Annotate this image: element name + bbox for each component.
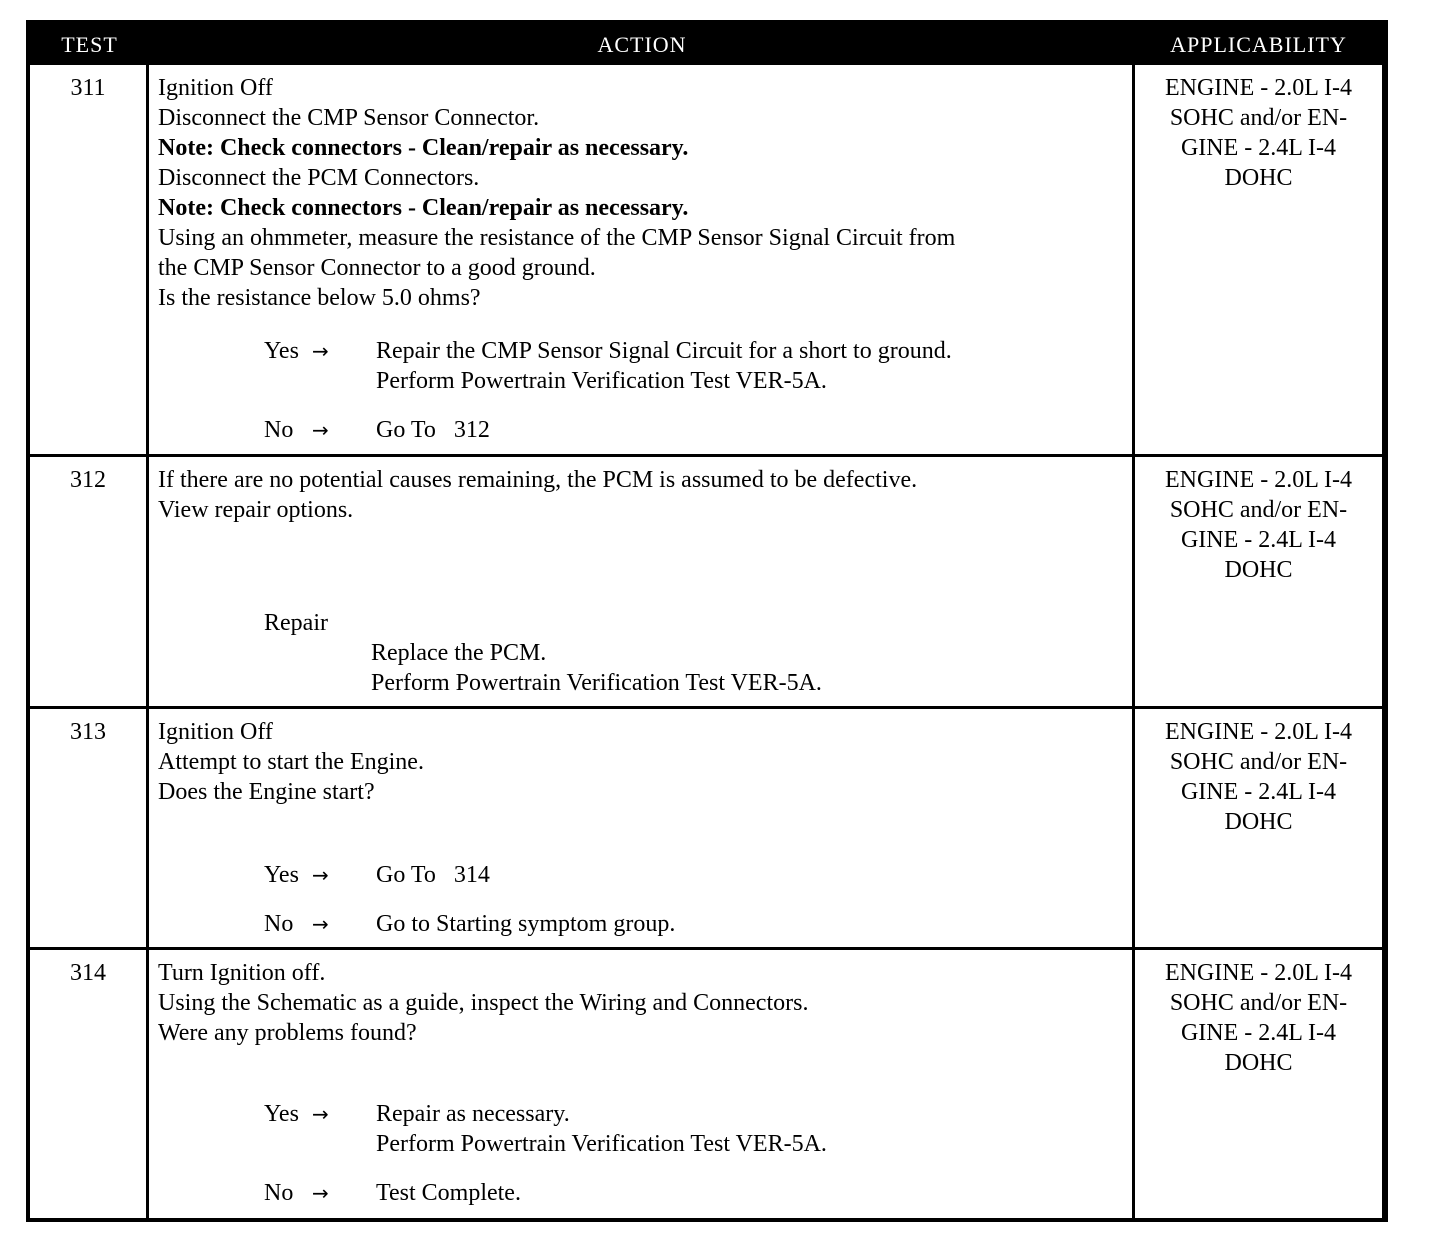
- applicability-line: ENGINE - 2.0L I-4: [1164, 75, 1353, 101]
- applicability-line: ENGINE - 2.0L I-4: [1164, 960, 1353, 986]
- applicability-cell: [1135, 709, 1382, 950]
- result-line: Test Complete.: [376, 1180, 521, 1206]
- action-cell: [149, 709, 1135, 950]
- header-applicability: APPLICABILITY: [1135, 24, 1382, 65]
- action-line: the CMP Sensor Connector to a good ground.: [158, 255, 596, 281]
- arrow-icon: →: [312, 1181, 329, 1205]
- repair-block: [264, 608, 822, 698]
- repair-label: Repair: [264, 610, 328, 636]
- arrow-icon: →: [312, 912, 329, 936]
- applicability-line: DOHC: [1224, 809, 1293, 835]
- action-line: Is the resistance below 5.0 ohms?: [158, 285, 481, 311]
- action-cell: [149, 457, 1135, 709]
- test-number-text: 312: [70, 467, 106, 493]
- yes-choice: [264, 1099, 827, 1159]
- applicability-cell: [1135, 950, 1382, 1218]
- applicability-line: DOHC: [1224, 557, 1293, 583]
- choices: [264, 1099, 827, 1208]
- no-label: No: [264, 1180, 294, 1206]
- arrow-icon: →: [312, 418, 329, 442]
- action-line: Ignition Off: [158, 75, 273, 101]
- action-line: Turn Ignition off.: [158, 960, 326, 986]
- applicability-cell: [1135, 65, 1382, 457]
- arrow-icon: →: [312, 863, 329, 887]
- header-test: TEST: [30, 24, 149, 65]
- action-line: Using the Schematic as a guide, inspect the Wiring and Connectors.: [158, 990, 809, 1016]
- action-line: Ignition Off: [158, 719, 273, 745]
- applicability-line: GINE - 2.4L I-4: [1180, 527, 1337, 553]
- action-line: View repair options.: [158, 497, 354, 523]
- no-result: [376, 909, 675, 939]
- test-number: [30, 709, 149, 950]
- action-line: If there are no potential causes remaining, the PCM is assumed to be defective.: [158, 467, 918, 493]
- result-line: Perform Powertrain Verification Test VER-5A.: [376, 1131, 827, 1157]
- applicability-line: GINE - 2.4L I-4: [1180, 135, 1337, 161]
- action-line: Using an ohmmeter, measure the resistance of the CMP Sensor Signal Circuit from: [158, 225, 956, 251]
- result-line: Repair as necessary.: [376, 1101, 570, 1127]
- action-line: Does the Engine start?: [158, 779, 375, 805]
- applicability-line: SOHC and/or EN-: [1169, 105, 1348, 131]
- no-result: [376, 1178, 827, 1208]
- diagnostic-test-table: [26, 20, 1388, 1222]
- test-number: [30, 457, 149, 709]
- yes-label: Yes: [264, 1101, 299, 1127]
- choices: [264, 336, 952, 445]
- applicability-line: GINE - 2.4L I-4: [1180, 1020, 1337, 1046]
- test-number: [30, 65, 149, 457]
- no-choice: [264, 909, 675, 939]
- no-choice: [264, 415, 952, 445]
- applicability-line: DOHC: [1224, 165, 1293, 191]
- note-line: Note: Check connectors - Clean/repair as necessary.: [158, 195, 689, 221]
- choices: [264, 860, 675, 939]
- applicability-line: SOHC and/or EN-: [1169, 990, 1348, 1016]
- result-line: Go To 314: [376, 862, 490, 888]
- yes-choice: [264, 860, 675, 890]
- applicability-cell: [1135, 457, 1382, 709]
- repair-line: Replace the PCM.: [371, 640, 547, 666]
- test-number-text: 313: [70, 719, 106, 745]
- yes-result: [376, 1099, 827, 1159]
- action-line: Disconnect the CMP Sensor Connector.: [158, 105, 540, 131]
- applicability-line: ENGINE - 2.0L I-4: [1164, 467, 1353, 493]
- test-number-text: 314: [70, 960, 106, 986]
- header-action: ACTION: [149, 24, 1135, 65]
- yes-label: Yes: [264, 338, 299, 364]
- applicability-line: ENGINE - 2.0L I-4: [1164, 719, 1353, 745]
- yes-label: Yes: [264, 862, 299, 888]
- arrow-icon: →: [312, 1102, 329, 1126]
- action-cell: [149, 950, 1135, 1218]
- test-number-text: 311: [70, 75, 106, 101]
- applicability-line: DOHC: [1224, 1050, 1293, 1076]
- test-number: [30, 950, 149, 1218]
- result-line: Go to Starting symptom group.: [376, 911, 676, 937]
- result-line: Repair the CMP Sensor Signal Circuit for a short to ground.: [376, 338, 952, 364]
- action-line: Disconnect the PCM Connectors.: [158, 165, 480, 191]
- no-label: No: [264, 911, 294, 937]
- yes-result: [376, 860, 675, 890]
- yes-result: [376, 336, 952, 396]
- action-cell: [149, 65, 1135, 457]
- no-result: [376, 415, 952, 445]
- action-line: Were any problems found?: [158, 1020, 417, 1046]
- arrow-icon: →: [312, 339, 329, 363]
- applicability-line: SOHC and/or EN-: [1169, 497, 1348, 523]
- note-line: Note: Check connectors - Clean/repair as necessary.: [158, 135, 689, 161]
- no-label: No: [264, 417, 294, 443]
- applicability-line: SOHC and/or EN-: [1169, 749, 1348, 775]
- result-line: Go To 312: [376, 417, 490, 443]
- result-line: Perform Powertrain Verification Test VER-5A.: [376, 368, 827, 394]
- repair-line: Perform Powertrain Verification Test VER-5A.: [371, 670, 822, 696]
- applicability-line: GINE - 2.4L I-4: [1180, 779, 1337, 805]
- no-choice: [264, 1178, 827, 1208]
- action-line: Attempt to start the Engine.: [158, 749, 424, 775]
- yes-choice: [264, 336, 952, 396]
